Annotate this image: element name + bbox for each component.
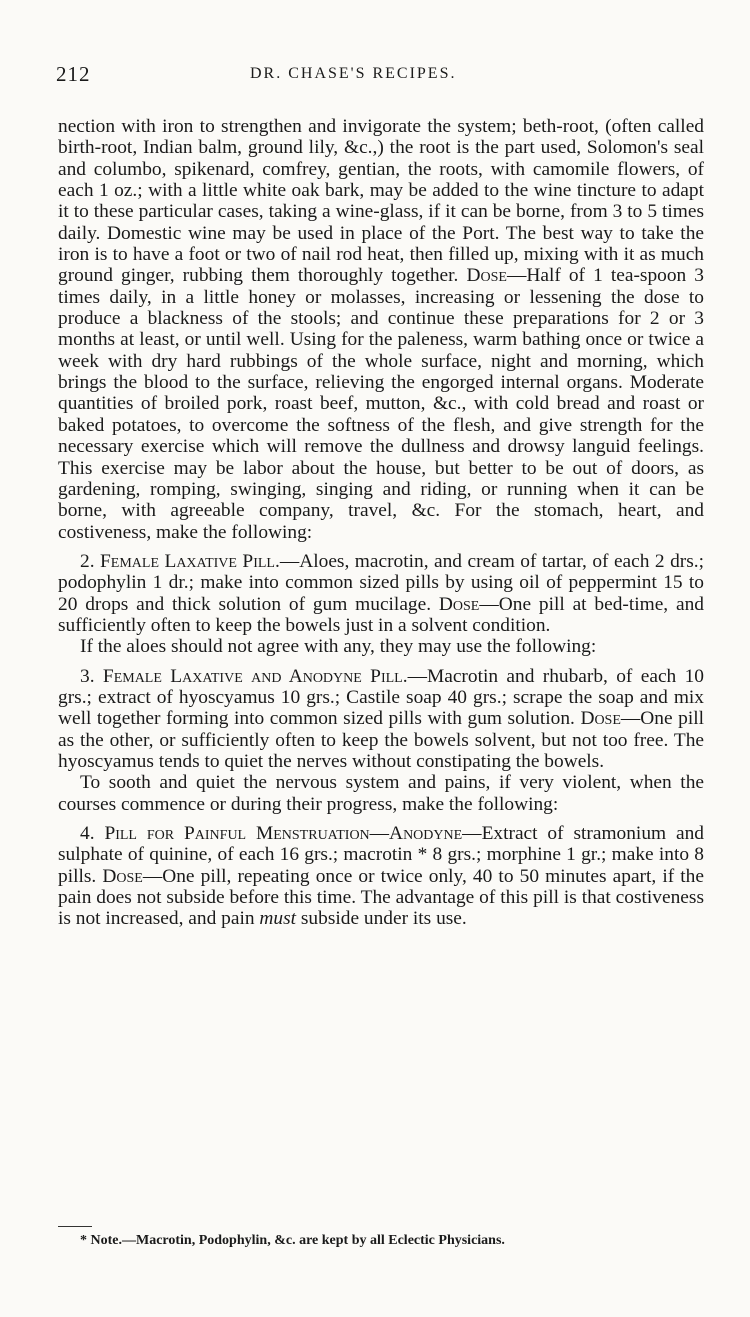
recipe-2 [58, 551, 704, 636]
running-title: DR. CHASE'S RECIPES. [250, 65, 457, 82]
recipe-2-number: 2. [80, 550, 95, 572]
recipe-3-followup: To sooth and quiet the nervous system and pains, if very violent, when the courses commence or during their progress, make the following: [58, 772, 704, 815]
body-text [58, 116, 704, 930]
recipe-2-dose-text: —One pill at bed-time, and sufficiently often to keep the bowels just in a solvent condition. [58, 593, 704, 636]
recipe-4-text: —Extract of stramonium and sulphate of quinine, of each 16 grs.; macrotin * 8 grs.; morphine 1 gr.; make into 8 pills. [58, 823, 704, 887]
recipe-3-dose-label: Dose [580, 708, 621, 730]
footnote: * Note.—Macrotin, Podophylin, &c. are kept by all Eclectic Physicians. [80, 1233, 505, 1248]
recipe-2-dose-label: Dose [438, 593, 480, 615]
recipe-3-dose-text: —One pill as the other, or sufficiently often to keep the bowels solvent, but not too free. The hyoscyamus tends to quiet the nerves without constipating the bowels. [58, 708, 704, 772]
recipe-4-dose-text-1: —One pill, repeating once or twice only, 40 to 50 minutes apart, if the pain does not subside before this time. The advantage of this pill is that costiveness is not increased, and pain [58, 865, 704, 930]
recipe-4-dose-text-2: subside under its use. [296, 908, 467, 930]
recipe-2-title: Female Laxative Pill. [100, 550, 280, 572]
footnote-rule [58, 1226, 92, 1227]
recipe-3 [58, 666, 704, 773]
dose-label: Dose [466, 265, 507, 287]
recipe-4-title: Pill for Painful Menstruation—Anodyne [104, 823, 463, 844]
intro-paragraph [58, 116, 704, 543]
recipe-3-text: —Macrotin and rhubarb, of each 10 grs.; extract of hyoscyamus 10 grs.; Castile soap 40 grs.; scrape the soap and mix well together forming into common sized pills with gum solution. [58, 665, 704, 730]
intro-text: nection with iron to strengthen and invigorate the system; beth-root, (often called birth-root, Indian balm, ground lily, &c.,) the root is the part used, Solomon's seal and columbo, spikenard, comfrey, gentian, the roots, with camomile flowers, of each 1 oz.; with a little white oak bark, may be added to the wine tincture to adapt it to these particular cases, taking a wine-glass, if it can be borne, from 3 to 5 times daily. Domestic wine may be used in place of the Port. The best way to take the iron is to have a foot or two of nail rod heat, then filled up, mixing with it as much ground ginger, rubbing them thoroughly together. [58, 116, 704, 287]
recipe-3-number: 3. [80, 665, 95, 687]
recipe-2-text: —Aloes, macrotin, and cream of tartar, of each 2 drs.; podophylin 1 dr.; make into common sized pills by using oil of peppermint 15 to 20 drops and thick solution of gum mucilage. [58, 550, 705, 615]
recipe-2-followup: If the aloes should not agree with any, they may use the following: [80, 636, 597, 658]
recipe-3-title: Female Laxative and Anodyne Pill. [102, 665, 408, 687]
recipe-4-dose-label: Dose [102, 865, 143, 887]
page-number: 212 [56, 62, 91, 86]
running-head [0, 62, 750, 92]
recipe-4 [58, 823, 704, 930]
recipe-4-number: 4. [80, 823, 95, 844]
intro-dose-text: —Half of 1 tea-spoon 3 times daily, in a little honey or molasses, increasing or lessening the dose to produce a blackness of the stools; and continue these preparations for 2 or 3 months at least, or until well. Using for the paleness, warm bathing once or twice a week with dry hard rubbings of the whole surface, night and morning, which brings the blood to the surface, relieving the engorged internal organs. Moderate quantities of broiled pork, roast beef, mutton, &c., with cold bread and roast or baked potatoes, to overcome the softness of the flesh, and give strength for the necessary exercise which will remove the dullness and drowsy languid feelings. This exercise may be labor about the house, but better to be out of doors, as gardening, romping, swinging, singing and riding, or running when it can be borne, with agreeable company, travel, &c. For the stomach, heart, and costiveness, make the following: [58, 265, 704, 543]
recipe-4-emphasis: must [259, 908, 297, 930]
